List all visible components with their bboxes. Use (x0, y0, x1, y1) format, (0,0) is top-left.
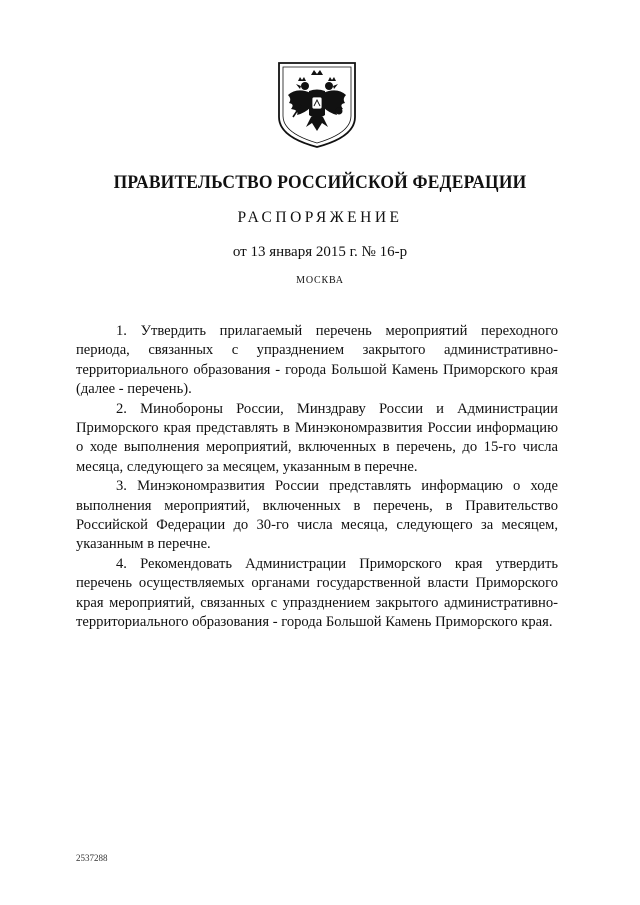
paragraph-1: 1. Утвердить прилагаемый перечень мероприятий переходного периода, связанных с упразднением закрытого административно-территориального образования - города Большой Камень Приморского края (далее - перечень). (76, 323, 558, 398)
document-code: 2537288 (76, 853, 108, 863)
document-type: РАСПОРЯЖЕНИЕ (237, 209, 403, 226)
organization-title: ПРАВИТЕЛЬСТВО РОССИЙСКОЙ ФЕДЕРАЦИИ (113, 172, 527, 193)
document-date-number: от 13 января 2015 г. № 16-р (232, 244, 408, 260)
city: МОСКВА (296, 275, 344, 286)
coat-of-arms-icon (271, 55, 363, 151)
paragraph-4: 4. Рекомендовать Администрации Приморского края утвердить перечень осуществляемых органами государственной власти Приморского края мероприятий, связанных с упразднением закрытого административно-территориального образования - города Большой Камень Приморского края. (76, 555, 558, 631)
document-body (76, 322, 558, 633)
paragraph-2: 2. Минобороны России, Минздраву России и Администрации Приморского края представлять в Минэкономразвития России информацию о ходе выполнения мероприятий, включенных в перечень, до 15-го числа месяца, следующего за месяцем, указанным в перечне. (76, 400, 558, 475)
paragraph-3: 3. Минэкономразвития России представлять информацию о ходе выполнения мероприятий, включенных в перечень, в Правительство Российской Федерации до 30-го числа месяца, следующего за месяцем, указанным в перечне. (76, 478, 558, 553)
